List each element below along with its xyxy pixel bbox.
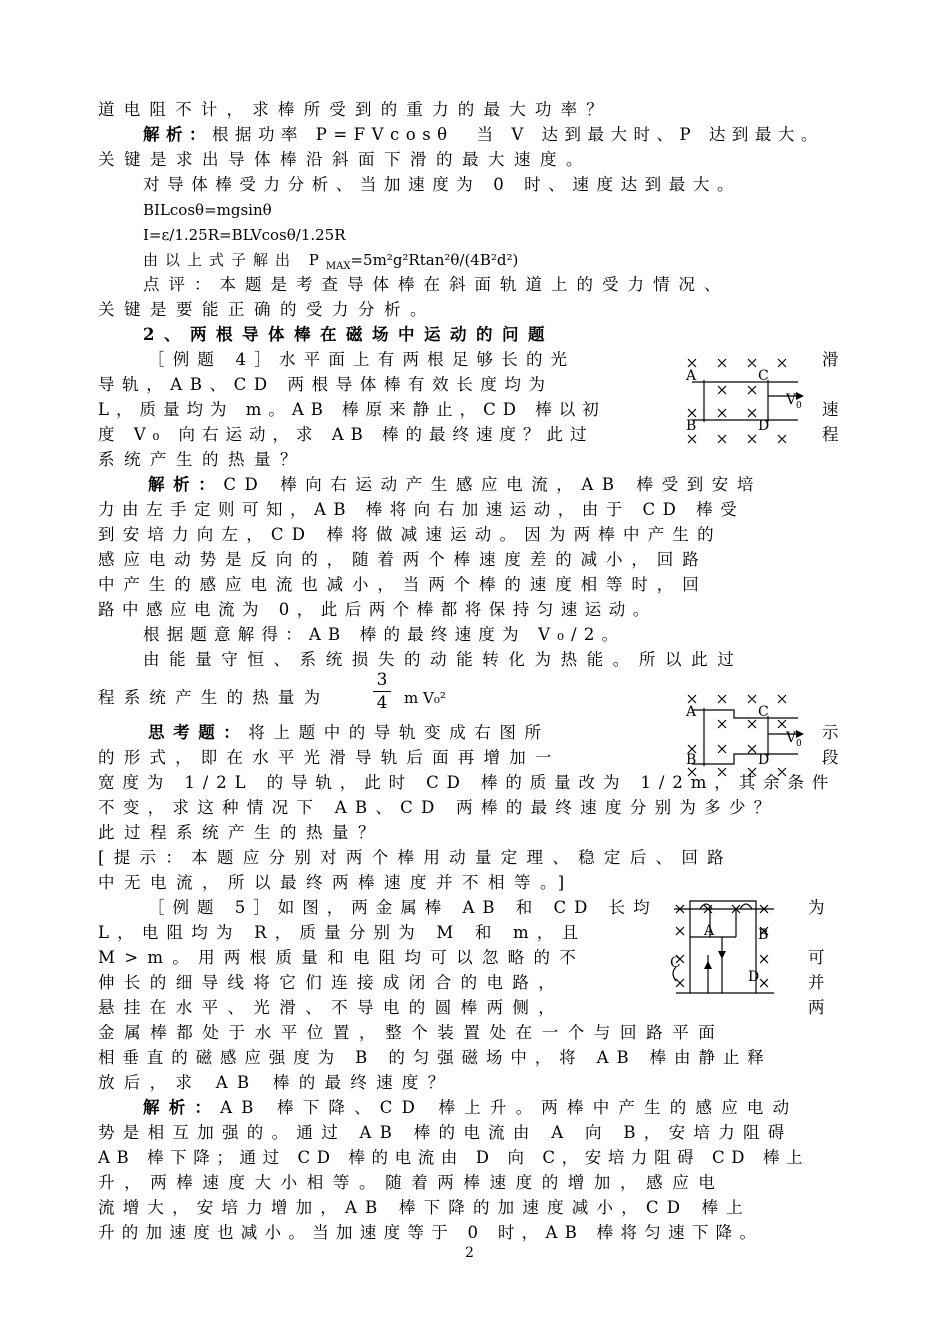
text-line xyxy=(148,475,762,497)
label-a: A xyxy=(686,704,697,720)
label-b: B xyxy=(686,418,697,434)
text-line: 悬挂在水平、光滑、不导电的圆棒两侧， xyxy=(98,998,565,1017)
text-line: 到安培力向左，CD 棒将做减速运动。因为两棒中产生的 xyxy=(98,525,722,544)
text-span: CD 棒向右运动产生感应电流，AB 棒受到安培 xyxy=(223,475,762,494)
text-line: 道电阻不计，求棒所受到的重力的最大功率？ xyxy=(98,100,612,119)
text-line: 相垂直的磁感应强度为 B 的匀强磁场中，将 AB 棒由静止释 xyxy=(98,1048,772,1067)
text-line: 放后，求 AB 棒的最终速度？ xyxy=(98,1073,454,1092)
label-d: D xyxy=(748,969,760,985)
text-span: AB 棒下降、CD 棒上升。两棒中产生的感应电动 xyxy=(220,1098,799,1117)
text-line: m V₀² xyxy=(404,689,446,707)
text-line: 滑 xyxy=(822,350,847,369)
fraction-numerator: 3 xyxy=(376,670,388,690)
page-number: 2 xyxy=(465,1245,474,1261)
text-line: 可 xyxy=(808,948,833,967)
label-thinking: 思考题： xyxy=(148,723,249,742)
text-span: 由以上式子解出 P xyxy=(143,251,326,269)
subscript: MAX xyxy=(325,261,351,272)
text-line: 系统产生的热量？ xyxy=(98,450,306,469)
text-line: 对导体棒受力分析、当加速度为 0 时、速度达到最大。 xyxy=(143,175,742,194)
text-line: 段 xyxy=(822,748,847,767)
label-v: V xyxy=(786,392,797,408)
text-line: 不变，求这种情况下 AB、CD 两棒的最终速度分别为多少？ xyxy=(98,798,779,817)
text-span: =5m²g²Rtan²θ/(4B²d²) xyxy=(350,251,519,269)
text-line: 为 xyxy=(808,898,833,917)
text-line: 流增大，安培力增加，AB 棒下降的加速度减小，CD 棒上 xyxy=(98,1198,751,1217)
text-line: 程 xyxy=(822,425,847,444)
text-line: 根据题意解得：AB 棒的最终速度为 V₀/2。 xyxy=(143,625,626,644)
text-line xyxy=(148,723,550,745)
text-line: 关键是要能正确的受力分析。 xyxy=(98,300,436,319)
text-line: 度 V₀ 向右运动，求 AB 棒的最终速度？此过 xyxy=(98,425,594,444)
fraction-bar xyxy=(373,691,391,692)
text-line: ［例题 4］水平面上有两根足够长的光 xyxy=(148,350,576,369)
text-line: 由能量守恒、系统损失的动能转化为热能。所以此过 xyxy=(143,650,744,669)
formula-line: BILcosθ=mgsinθ xyxy=(143,201,272,219)
text-line: L，质量均为 m。AB 棒原来静止，CD 棒以初 xyxy=(98,400,606,419)
label-d: D xyxy=(758,752,770,768)
text-line: ［例题 5］如图，两金属棒 AB 和 CD 长均 xyxy=(148,898,658,917)
label-v-sub: 0 xyxy=(796,739,802,749)
text-line: 升的加速度也减小。当加速度等于 0 时，AB 棒将匀速下降。 xyxy=(98,1223,764,1242)
text-line: 路中感应电流为 0，此后两个棒都将保持匀速运动。 xyxy=(98,600,657,619)
text-line: L，电阻均为 R，质量分别为 M 和 m，且 xyxy=(98,923,587,942)
text-line: 程系统产生的热量为 xyxy=(98,688,330,707)
text-line: 伸长的细导线将它们连接成闭合的电路， xyxy=(98,973,565,992)
text-line: 导轨，AB、CD 两根导体棒有效长度均为 xyxy=(98,375,553,394)
text-line: AB 棒下降；通过 CD 棒的电流由 D 向 C，安培力阻碍 CD 棒上 xyxy=(98,1148,810,1167)
label-v-sub: 0 xyxy=(796,401,802,411)
text-line: 点评：本题是考查导体棒在斜面轨道上的受力情况、 xyxy=(143,275,730,294)
label-d: D xyxy=(758,418,770,434)
text-line: 速 xyxy=(822,400,847,419)
label-b: B xyxy=(758,927,769,943)
text-line: 宽度为 1/2L 的导轨，此时 CD 棒的质量改为 1/2m，其余条件 xyxy=(98,773,837,792)
text-line: 金属棒都处于水平位置，整个装置处在一个与回路平面 xyxy=(98,1023,725,1042)
text-line: 感应电动势是反向的，随着两个棒速度差的减小，回路 xyxy=(98,550,708,569)
label-a: A xyxy=(704,923,715,939)
text-line: 势是相互加强的。通过 AB 棒的电流由 A 向 B，安培力阻碍 xyxy=(98,1123,793,1142)
text-line: 的形式，即在水平光滑导轨后面再增加一 xyxy=(98,748,561,767)
label-v: V xyxy=(786,730,797,746)
label-b: B xyxy=(686,752,697,768)
label-c: C xyxy=(670,955,681,971)
text-span: 将上题中的导轨变成右图所 xyxy=(248,723,550,742)
hint-line: [提示：本题应分别对两个棒用动量定理、稳定后、回路 xyxy=(98,848,733,867)
text-line xyxy=(143,125,824,147)
label-analysis: 解析： xyxy=(143,125,212,144)
fraction-denominator: 4 xyxy=(376,693,388,713)
fraction xyxy=(373,670,391,713)
text-line xyxy=(143,1098,798,1120)
label-analysis: 解析： xyxy=(143,1098,221,1117)
formula-line xyxy=(143,250,518,272)
text-line: 示 xyxy=(822,723,847,742)
text-line: 中产生的感应电流也减小，当两个棒的速度相等时，回 xyxy=(98,575,708,594)
text-line: 升，两棒速度大小相等。随着两棒速度的增加，感应电 xyxy=(98,1173,725,1192)
label-c: C xyxy=(758,704,769,720)
text-line: 此过程系统产生的热量？ xyxy=(98,823,384,842)
label-analysis: 解析： xyxy=(148,475,224,494)
text-line: 并 xyxy=(808,973,833,992)
label-a: A xyxy=(686,368,697,384)
text-line: 力由左手定则可知，AB 棒将向右加速运动，由于 CD 棒受 xyxy=(98,500,745,519)
text-line: 两 xyxy=(808,998,833,1017)
figure-hanging-rods xyxy=(670,895,790,1000)
label-c: C xyxy=(758,368,769,384)
text-line: M>m。用两根质量和电阻均可以忽略的不 xyxy=(98,948,586,967)
text-line: 关键是求出导体棒沿斜面下滑的最大速度。 xyxy=(98,150,592,169)
hint-line: 中无电流，所以最终两棒速度并不相等。] xyxy=(98,873,574,892)
figure-rails-two-rods xyxy=(680,350,810,450)
text-span: 根据功率 P=FVcosθ 当 V 达到最大时、P 达到最大。 xyxy=(212,125,824,144)
section-heading: 2、两根导体棒在磁场中运动的问题 xyxy=(143,325,554,344)
formula-line: I=ε/1.25R=BLVcosθ/1.25R xyxy=(143,226,346,244)
